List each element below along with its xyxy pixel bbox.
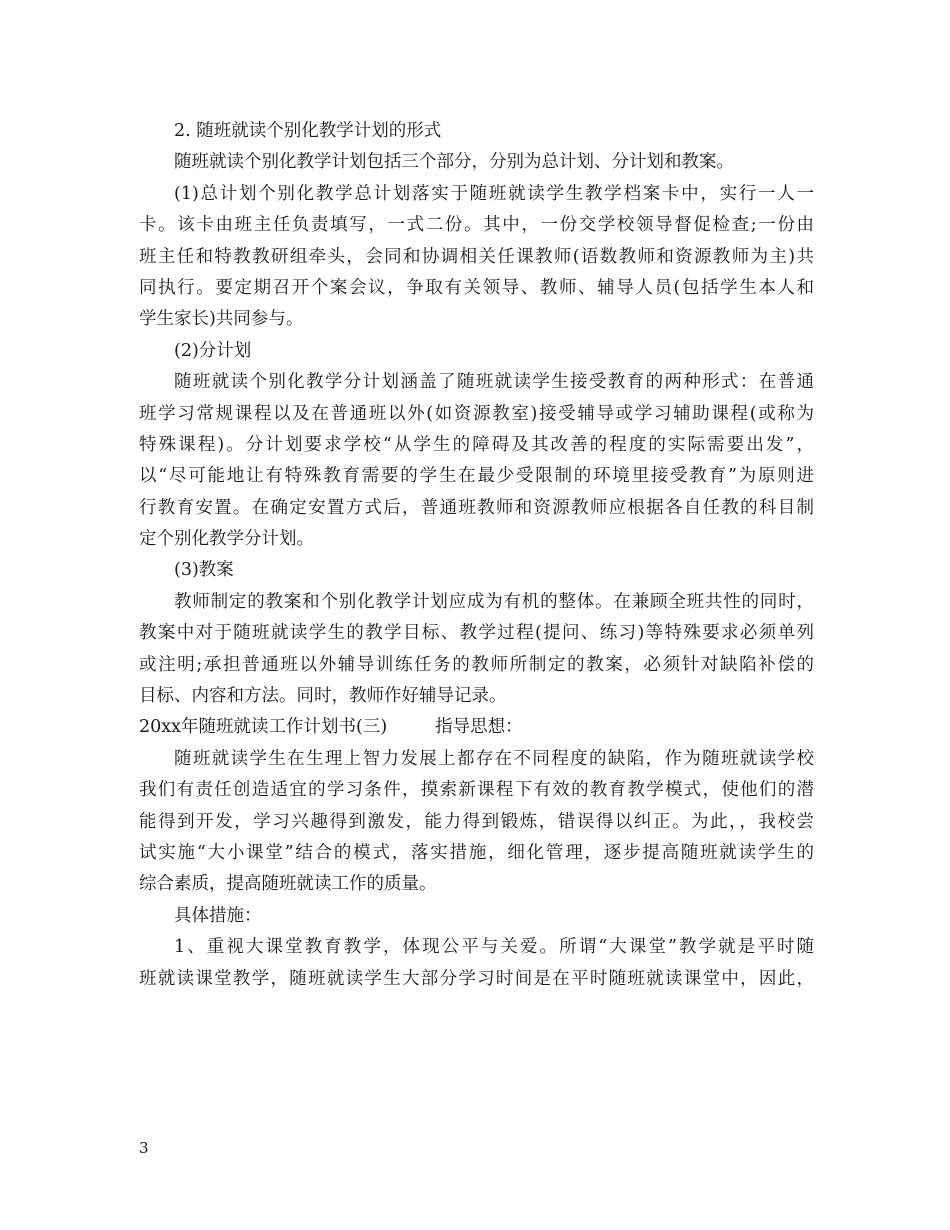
text-line: 能得到开发，学习兴趣得到激发，能力得到锻炼，错误得以纠正。为此，，我校尝 xyxy=(139,811,814,832)
paragraph-block-form xyxy=(139,116,814,712)
text-line: (3)教案 xyxy=(174,560,234,581)
text-line: 班就读课堂教学，随班就读学生大部分学习时间是在平时随班就读课堂中，因此， xyxy=(139,968,814,989)
text-line: 我们有责任创造适宜的学习条件，摸索新课程下有效的教育教学模式，使他们的潜 xyxy=(139,780,814,801)
text-line: 目标、内容和方法。同时，教师作好辅导记录。 xyxy=(139,686,507,707)
paragraph-block-guidance xyxy=(139,744,814,995)
text-line: 或注明;承担普通班以外辅导训练任务的教师所制定的教案，必须针对缺陷补偿的 xyxy=(139,654,814,675)
text-line: 教案中对于随班就读学生的教学目标、教学过程(提问、练习)等特殊要求必须单列 xyxy=(139,623,814,644)
text-line: (2)分计划 xyxy=(174,340,252,361)
text-line: 学生家长)共同参与。 xyxy=(139,309,304,330)
text-line: 班主任和特教教研组牵头，会同和协调相关任课教师(语数教师和资源教师为主)共 xyxy=(139,246,814,267)
section-heading-title: 20xx年随班就读工作计划书(三) xyxy=(139,717,388,738)
text-line: 行教育安置。在确定安置方式后，普通班教师和资源教师应根据各自任教的科目制 xyxy=(139,497,814,518)
section-heading-subtitle: 指导思想： xyxy=(435,717,523,738)
text-line: 同执行。要定期召开个案会议，争取有关领导、教师、辅导人员(包括学生本人和 xyxy=(139,277,814,298)
text-line: 综合素质，提高随班就读工作的质量。 xyxy=(139,874,437,895)
text-line: 随班就读个别化教学分计划涵盖了随班就读学生接受教育的两种形式：在普通 xyxy=(174,372,814,393)
text-line: 2. 随班就读个别化教学计划的形式 xyxy=(174,121,442,141)
text-line: 定个别化教学分计划。 xyxy=(139,529,314,550)
section-heading xyxy=(139,712,814,743)
text-line: 随班就读个别化教学计划包括三个部分，分别为总计划、分计划和教案。 xyxy=(174,152,734,173)
text-line: 班学习常规课程以及在普通班以外(如资源教室)接受辅导或学习辅助课程(或称为 xyxy=(139,403,814,424)
text-line: 以“尽可能地让有特殊教育需要的学生在最少受限制的环境里接受教育”为原则进 xyxy=(139,466,814,487)
text-line: (1)总计划个别化教学总计划落实于随班就读学生教学档案卡中，实行一人一 xyxy=(174,183,814,204)
text-line: 随班就读学生在生理上智力发展上都存在不同程度的缺陷，作为随班就读学校 xyxy=(174,748,814,769)
page-number: 3 xyxy=(139,1139,149,1157)
text-line: 1、重视大课堂教育教学，体现公平与关爱。所谓“大课堂”教学就是平时随 xyxy=(174,937,814,958)
text-line: 特殊课程)。分计划要求学校“从学生的障碍及其改善的程度的实际需要出发”， xyxy=(139,434,814,455)
text-line: 试实施“大小课堂”结合的模式，落实措施，细化管理，逐步提高随班就读学生的 xyxy=(139,842,814,863)
text-line: 具体措施： xyxy=(174,905,262,926)
document-body xyxy=(139,116,814,995)
text-line: 卡。该卡由班主任负责填写，一式二份。其中，一份交学校领导督促检查;一份由 xyxy=(139,215,814,236)
text-line: 教师制定的教案和个别化教学计划应成为有机的整体。在兼顾全班共性的同时， xyxy=(174,591,814,612)
